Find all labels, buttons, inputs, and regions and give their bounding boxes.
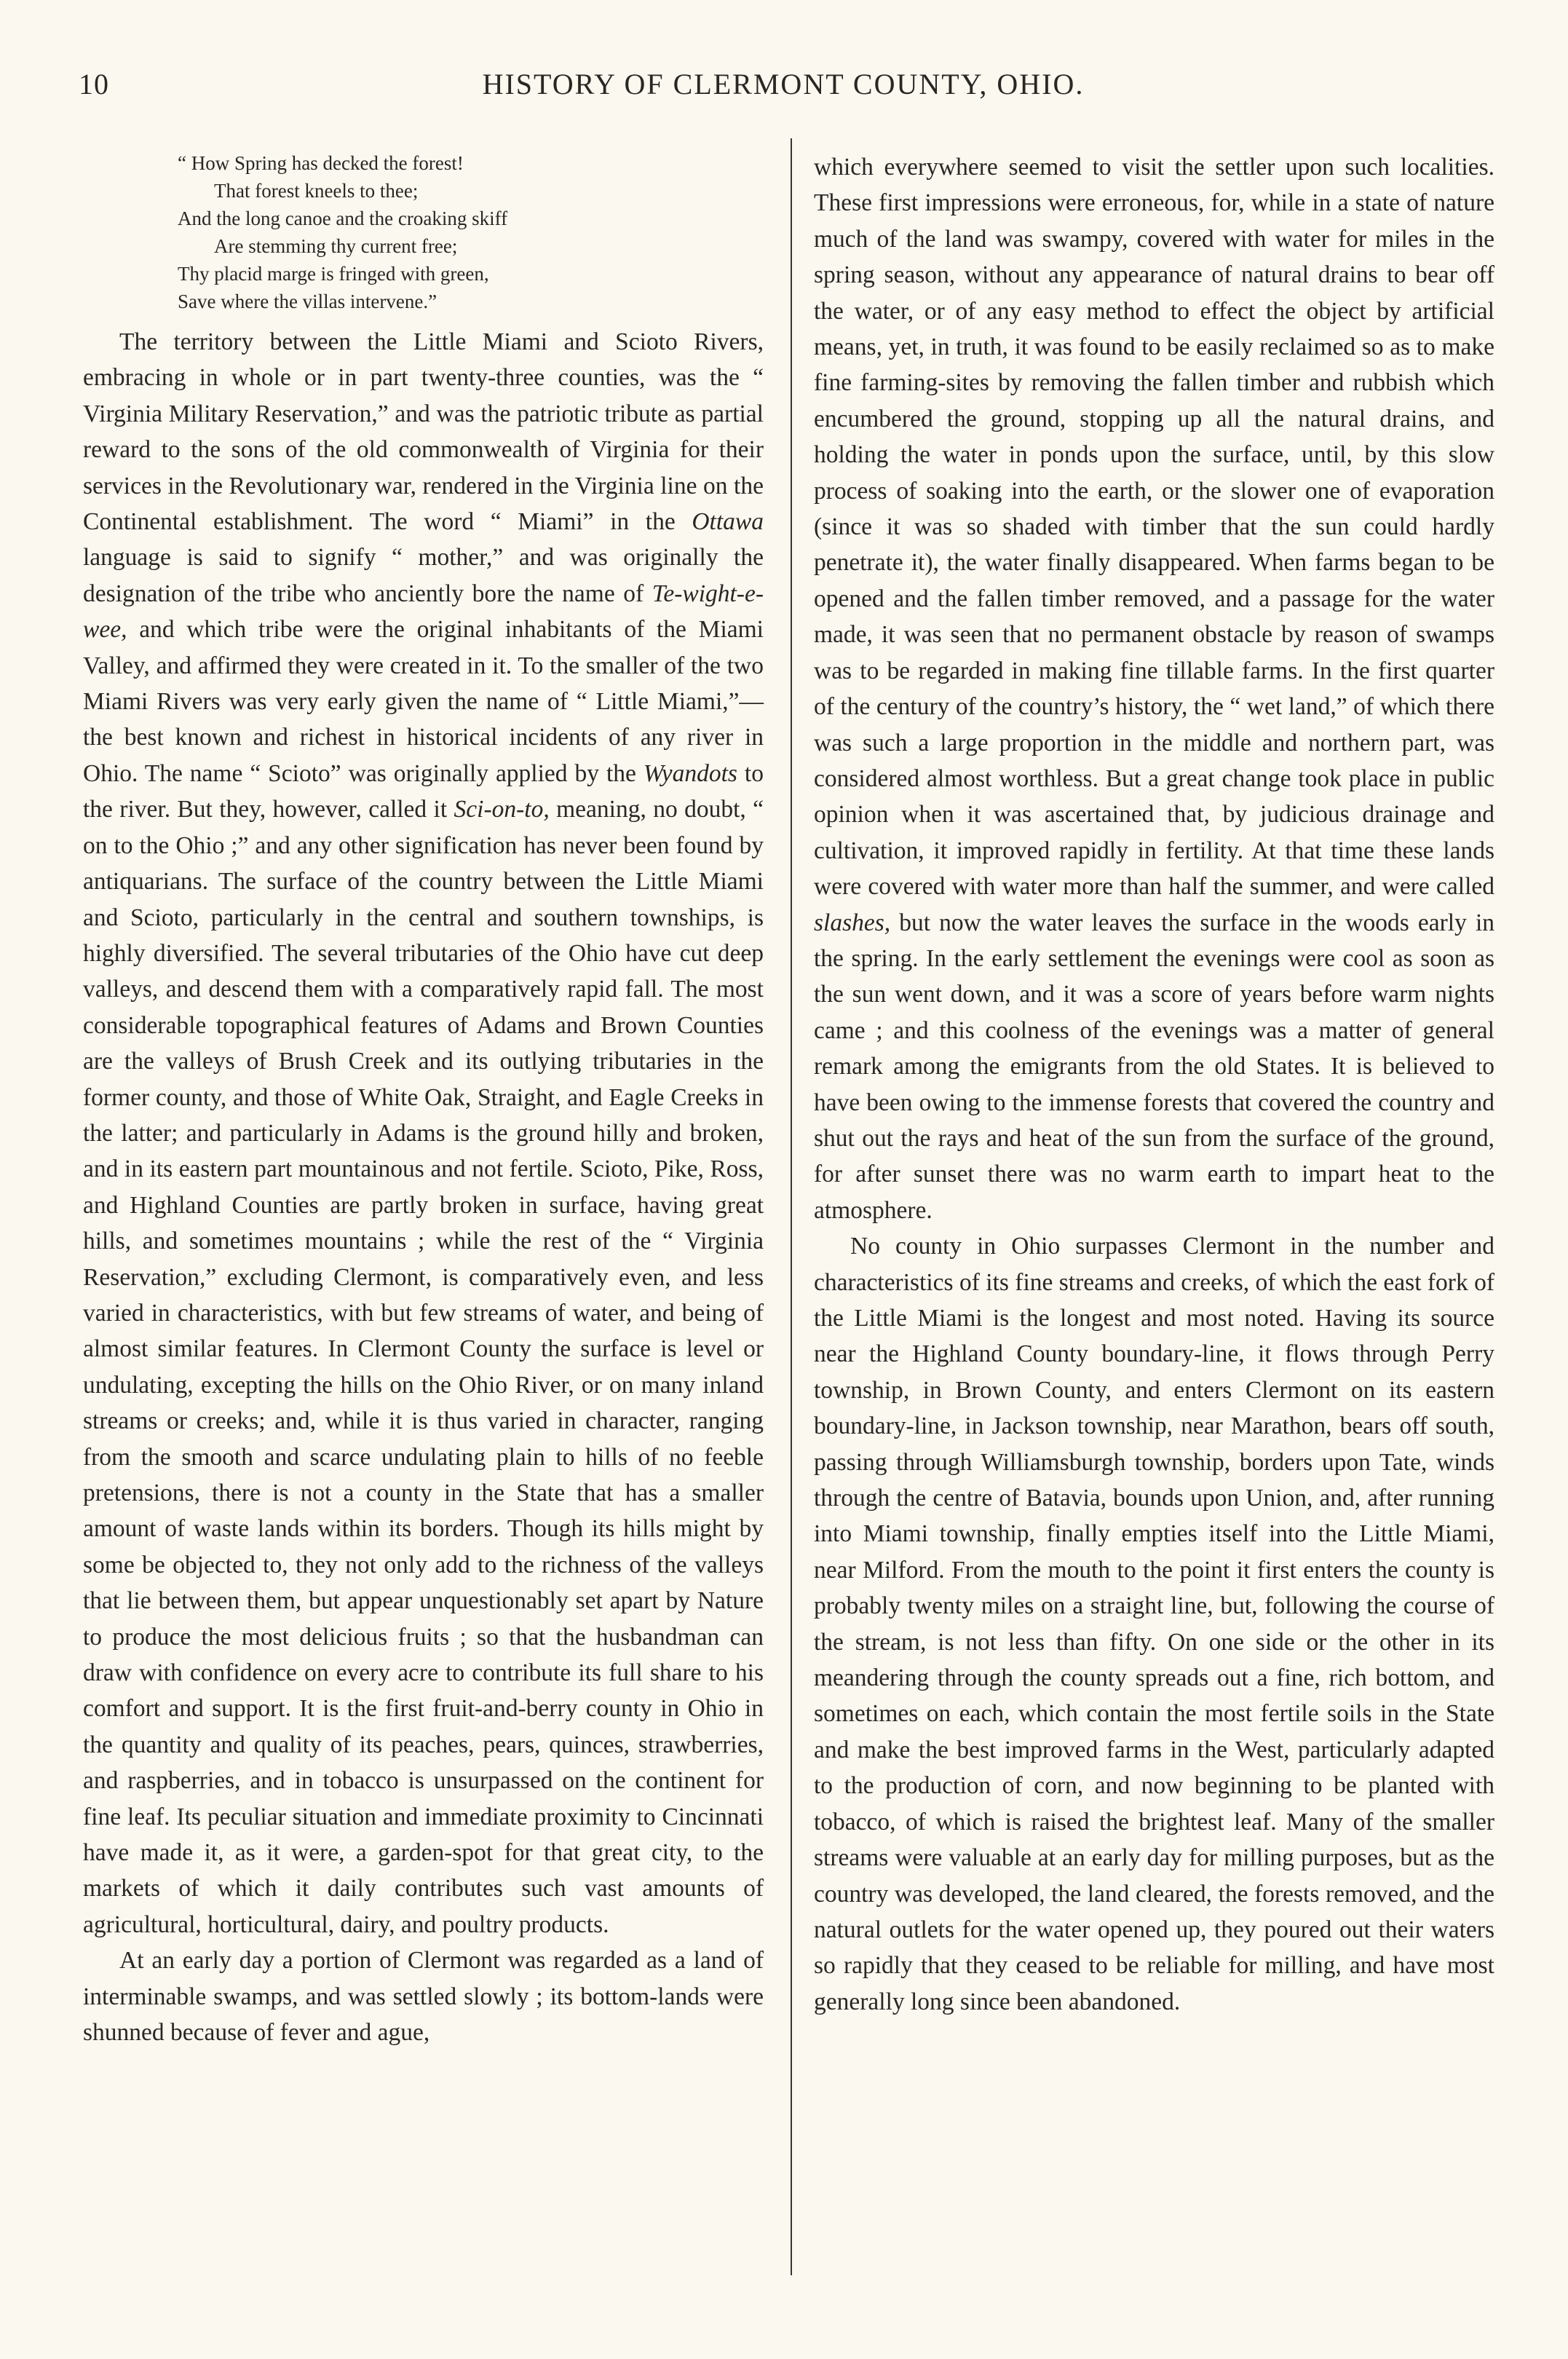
text-run: but now the water leaves the surface in the woods early in the spring. In the early settlement the evenings were cool as soon as the sun went down, and it was a score of years before warm nights came ; and this coolness of the evenings was a matter of general remark among the emigrants from the old States. It is believed to have been owing to the immense forests that covered the country and shut out the rays and heat of the sun from the surface of the ground, for after sunset there was no warm earth to impart heat to the atmosphere. xyxy=(814,909,1494,1224)
left-column xyxy=(83,149,764,2051)
paragraph-swamps: At an early day a portion of Clermont was regarded as a land of interminable swamps, and was settled slowly ; its bottom-lands were shunned because of fever and ague, xyxy=(83,1947,764,2047)
paragraph-swamps-continued xyxy=(814,149,1494,1228)
text-run: meaning, no doubt, “ on to the Ohio ;” and any other signification has never been found by antiquarians. The surface of the country between the Little Miami and Scioto, particularly in the central and southern townships, is highly diversified. The several tributaries of the Ohio have cut deep valleys, and descend them with a comparatively rapid fall. The most considerable topographical features of Adams and Brown Counties are the valleys of Brush Creek and its outlying tributaries in the former county, and those of White Oak, Straight, and Eagle Creeks in the latter; and particularly in Adams is the ground hilly and broken, and in its eastern part mountainous and not fertile. Scioto, Pike, Ross, and Highland Counties are partly broken in surface, having great hills, and sometimes mountains ; while the rest of the “ Virginia Reservation,” excluding Clermont, is comparatively even, and less varied in characteristics, with but few streams of water, and being of almost similar features. In Clermont County the surface is level or undulating, excepting the hills on the Ohio River, or on many inland streams or creeks; and, while it is thus varied in character, ranging from the smooth and scarce undulating plain to hills of no feeble pretensions, there is not a county in the State that has a smaller amount of waste lands within its borders. Though its hills might by some be objected to, they not only add to the richness of the valleys that lie between them, but appear unquestionably set apart by Nature to produce the most delicious fruits ; so that the husbandman can draw with confidence on every acre to contribute its full share to his comfort and support. It is the first fruit-and-berry county in Ohio in the quantity and quality of its peaches, pears, quinces, strawberries, and raspberries, and in tobacco is unsurpassed on the continent for fine leaf. Its peculiar situation and immediate proximity to Cincinnati have made it, as it were, a garden-spot for that great city, to the markets of which it daily contributes such vast amounts of agricultural, horticultural, dairy, and poultry products. xyxy=(83,796,764,1938)
right-column xyxy=(814,149,1494,2020)
italic-term: Wyandots xyxy=(643,759,737,787)
paragraph-virginia-reservation xyxy=(83,324,764,1943)
text-run: The territory between the Little Miami and Scioto Rivers, embracing in whole or in part twenty-three counties, was the “ Virginia Military Reservation,” and was the patriotic tribute as partial reward to the sons of the old commonwealth of Virginia for their services in the Revolutionary war, rendered in the Virginia line on the Continental establishment. The word “ Miami” in the xyxy=(83,328,764,536)
running-title: HISTORY OF CLERMONT COUNTY, OHIO. xyxy=(482,68,1085,100)
page-header xyxy=(79,67,1488,111)
column-divider xyxy=(791,138,792,2275)
italic-term: Ottawa xyxy=(692,508,764,536)
poem-line: Save where the villas intervene.” xyxy=(178,291,437,312)
italic-term: slashes, xyxy=(814,909,891,936)
italic-term: Te-wight-e-wee, xyxy=(83,580,764,644)
poem-line: That forest kneels to thee; xyxy=(214,180,419,202)
paragraph-streams: No county in Ohio surpasses Clermont in the number and characteristics of its fine streams and creeks, of which the east fork of the Little Miami is the longest and most noted. Having its source near the Highland County boundary-line, it flows through Perry township, in Brown County, and enters Clermont on its eastern boundary-line, in Jackson township, near Marathon, bears off south, passing through Williamsburgh township, borders upon Tate, winds through the centre of Batavia, bounds upon Union, and, after running into Miami township, finally empties itself into the Little Miami, near Milford. From the mouth to the point it first enters the county is probably twenty miles on a straight line, but, following the course of the stream, is not less than fifty. On one side or the other in its meandering through the county spreads out a fine, rich bottom, and sometimes on each, which contain the most fertile soils in the State and make the best improved farms in the West, particularly adapted to the production of corn, and now beginning to be planted with tobacco, of which is raised the brightest leaf. Many of the smaller streams were valuable at an early day for milling purposes, but as the country was developed, the land cleared, the forests removed, and the natural outlets for the water opened up, they poured out their waters so rapidly that they ceased to be reliable for milling, and have most generally long since been abandoned. xyxy=(814,1233,1494,2015)
text-run: which everywhere seemed to visit the settler upon such localities. These first impressions were erroneous, for, while in a state of nature much of the land was swampy, covered with water for miles in the spring season, without any appearance of natural drains to bear off the water, or of any easy method to effect the object by artificial means, yet, in truth, it was found to be easily reclaimed so as to make fine farming-sites by removing the fallen timber and rubbish which encumbered the ground, stopping up all the natural drains, and holding the water in ponds upon the surface, until, by this slow process of soaking into the earth, or the slower one of evaporation (since it was so shaded with timber that the sun could hardly penetrate it), the water finally disappeared. When farms began to be opened and the fallen timber removed, and a passage for the water made, it was seen that no permanent obstacle by reason of swamps was to be regarded in making fine tillable farms. In the first quarter of the century of the country’s history, the “ wet land,” of which there was such a large proportion in the middle and northern part, was considered almost worthless. But a great change took place in public opinion when it was ascertained that, by judicious drainage and cultivation, it improved rapidly in fertility. At that time these lands were covered with water more than half the summer, and were called xyxy=(814,154,1494,901)
text-run: to the river. But they, however, called it xyxy=(83,759,764,823)
text-run: and which tribe were the original inhabitants of the Miami Valley, and affirmed they were created in it. To the smaller of the two Miami Rivers was very early given the name of “ Little Miami,”—the best known and richest in historical incidents of any river in Ohio. The name “ Scioto” was originally applied by the xyxy=(83,616,764,787)
poem-line: “ How Spring has decked the forest! xyxy=(178,152,464,174)
page-number: 10 xyxy=(79,68,109,100)
poem-line: Thy placid marge is fringed with green, xyxy=(178,263,489,285)
italic-term: Sci-on-to, xyxy=(454,796,550,823)
text-run: language is said to signify “ mother,” and was originally the designation of the tribe who anciently bore the name of xyxy=(83,544,764,607)
epigraph-poem xyxy=(83,149,764,315)
poem-line: Are stemming thy current free; xyxy=(214,235,458,257)
poem-line: And the long canoe and the croaking skiff xyxy=(178,208,508,229)
